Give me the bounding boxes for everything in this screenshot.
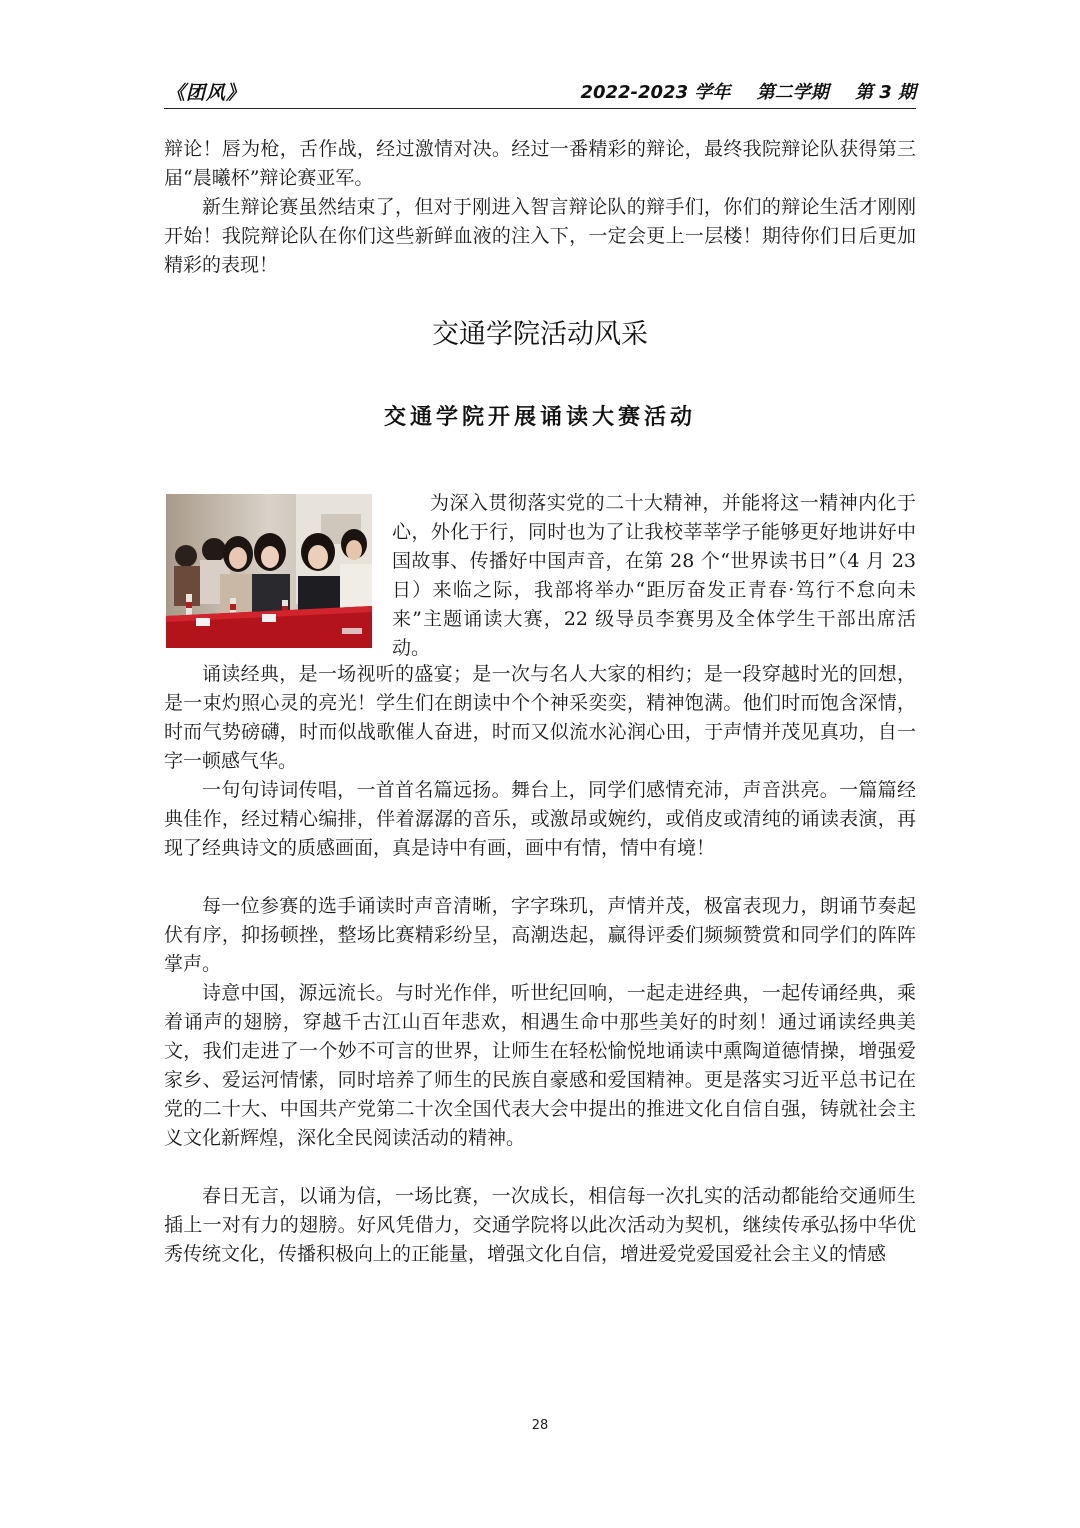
paragraph-debate-result: 辩论！唇为枪，舌作战，经过激情对决。经过一番精彩的辩论，最终我院辩论队获得第三届“晨曦杯”辩论赛亚军。 (164, 138, 916, 189)
section-title: 交通学院活动风采 (432, 319, 648, 350)
page-header (164, 76, 916, 109)
page-number: 28 (531, 1418, 549, 1433)
body-paragraph-5: 春日无言，以诵为信，一场比赛，一次成长，相信每一次扎实的活动都能给交通师生插上一对有力的翅膀。好风凭借力，交通学院将以此次活动为契机，继续传承弘扬中华优秀传统文化，传播积极向上的正能量，增强文化自信，增进爱党爱国爱社会主义的情感 (164, 1185, 916, 1265)
group-photo-students-seated-icon (166, 494, 372, 648)
body-paragraph-4: 诗意中国，源远流长。与时光作伴，听世纪回响，一起走进经典，一起传诵经典，乘着诵声的翅膀，穿越千古江山百年悲欢，相遇生命中那些美好的时刻！通过诵读经典美文，我们走进了一个妙不可言的世界，让师生在轻松愉悦地诵读中熏陶道德情操，增强爱家乡、爱运河情愫，同时培养了师生的民族自豪感和爱国精神。更是落实习近平总书记在党的二十大、中国共产党第二十次全国代表大会中提出的推进文化自信自强，铸就社会主义文化新辉煌，深化全民阅读活动的精神。 (164, 982, 916, 1149)
issue-number: 第 3 期 (854, 82, 916, 103)
event-photo (166, 494, 372, 648)
paragraph-debate-closing: 新生辩论赛虽然结束了，但对于刚进入智言辩论队的辩手们，你们的辩论生活才刚刚开始！我院辩论队在你们这些新鲜血液的注入下，一定会更上一层楼！期待你们日后更加精彩的表现！ (164, 196, 916, 276)
school-year: 2022-2023 学年 (580, 82, 731, 103)
article-title: 交通学院开展诵读大赛活动 (383, 405, 696, 430)
body-paragraph-3: 每一位参赛的选手诵读时声音清晰，字字珠玑，声情并茂，极富表现力，朗诵节奏起伏有序，抑扬顿挫，整场比赛精彩纷呈，高潮迭起，赢得评委们频频赞赏和同学们的阵阵掌声。 (164, 895, 916, 975)
issue-info (580, 78, 916, 104)
journal-name: 《团风》 (166, 82, 247, 104)
body-paragraph-1: 诵读经典，是一场视听的盛宴；是一次与名人大家的相约；是一段穿越时光的回想，是一束灼照心灵的亮光！学生们在朗读中个个神采奕奕，精神饱满。他们时而饱含深情，时而气势磅礴，时而似战歌催人奋进，时而又似流水沁润心田，于声情并茂见真功，自一字一顿感气华。 (164, 663, 916, 772)
body-paragraph-2: 一句句诗词传唱，一首首名篇远扬。舞台上，同学们感情充沛，声音洪亮。一篇篇经典佳作，经过精心编排，伴着潺潺的音乐，或激昂或婉约，或俏皮或清纯的诵读表演，再现了经典诗文的质感画面，真是诗中有画，画中有情，情中有境！ (164, 779, 916, 859)
intro-paragraph: 为深入贯彻落实党的二十大精神，并能将这一精神内化于心，外化于行，同时也为了让我校莘莘学子能够更好地讲好中国故事、传播好中国声音，在第 28 个“世界读书日”（4 月 23 日）来临之际，我部将举办“距厉奋发正青春·笃行不怠向未来”主题诵读大赛，22 级导员李赛男及全体学生干部出席活动。 (392, 492, 916, 659)
term: 第二学期 (756, 82, 829, 103)
